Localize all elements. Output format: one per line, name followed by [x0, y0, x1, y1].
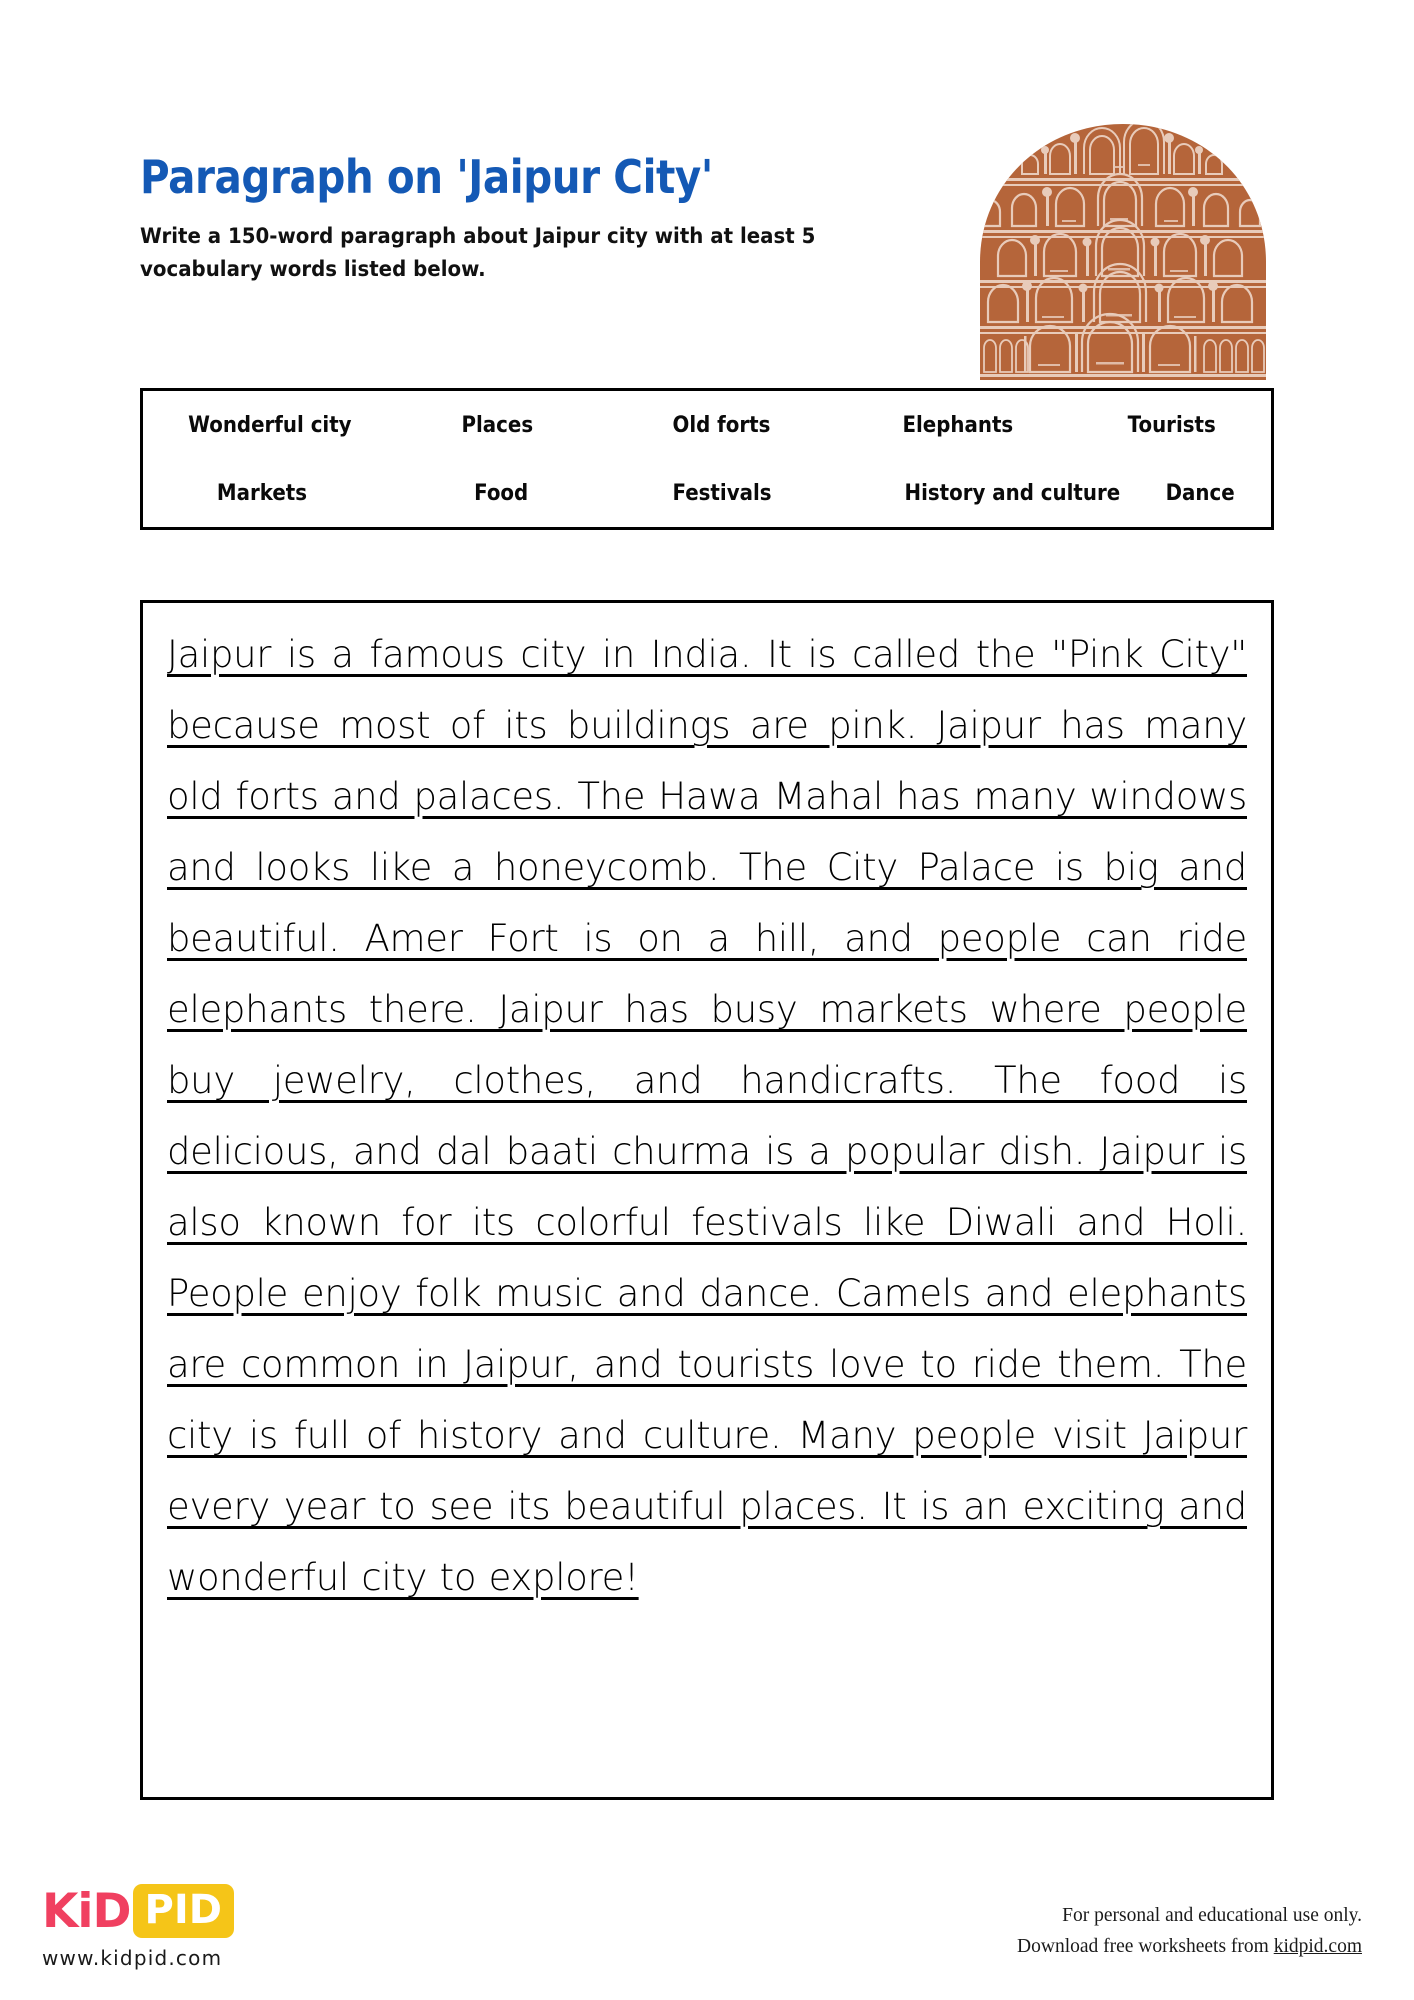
vocabulary-word: Markets: [216, 480, 308, 506]
vocabulary-word: Places: [461, 412, 534, 438]
header: [140, 150, 970, 287]
footer: [0, 1840, 1414, 2000]
logo-lockup: [42, 1885, 234, 1937]
kidpid-link[interactable]: kidpid.com: [1273, 1935, 1362, 1957]
logo-website-url: www.kidpid.com: [42, 1946, 223, 1970]
vocabulary-word: History and culture: [904, 480, 1121, 506]
answer-box[interactable]: [140, 600, 1274, 1800]
hawa-mahal-icon: [978, 122, 1268, 382]
vocabulary-word: Elephants: [902, 412, 1014, 438]
vocabulary-row-2: [143, 459, 1271, 527]
footer-note-line-1: For personal and educational use only.: [1062, 1904, 1362, 1926]
logo-kid-text: KiD: [42, 1883, 131, 1939]
vocabulary-word: Food: [474, 480, 529, 506]
footer-note-line-2: [1017, 1931, 1362, 1962]
vocabulary-word: Festivals: [672, 480, 772, 506]
vocabulary-word: Tourists: [1127, 412, 1216, 438]
footer-note-prefix: Download free worksheets from: [1017, 1935, 1274, 1957]
footer-note: [1017, 1900, 1362, 1962]
vocabulary-word: Wonderful city: [188, 412, 352, 438]
vocabulary-row-1: [143, 391, 1271, 459]
page-title: Paragraph on 'Jaipur City': [140, 150, 713, 204]
vocabulary-word: Old forts: [672, 412, 771, 438]
vocabulary-box: [140, 388, 1274, 530]
kidpid-logo[interactable]: [42, 1885, 234, 1970]
answer-paragraph: Jaipur is a famous city in India. It is called the "Pink City" because most of its buildings are pink. Jaipur has many old forts and palaces. The Hawa Mahal has many windows and looks like a honeycomb. The City Palace is big and beautiful. Amer Fort is on a hill, and people can ride elephants there. Jaipur has busy markets where people buy jewelry, clothes, and handicrafts. The food is delicious, and dal baati churma is a popular dish. Jaipur is also known for its colorful festivals like Diwali and Holi. People enjoy folk music and dance. Camels and elephants are common in Jaipur, and tourists love to ride them. The city is full of history and culture. Many people visit Jaipur every year to see its beautiful places. It is an exciting and wonderful city to explore!: [167, 633, 1247, 1599]
vocabulary-word: Dance: [1165, 480, 1235, 506]
instruction-text: Write a 150-word paragraph about Jaipur city with at least 5 vocabulary words listed below.: [140, 224, 816, 283]
logo-pid-badge: PID: [133, 1884, 234, 1938]
